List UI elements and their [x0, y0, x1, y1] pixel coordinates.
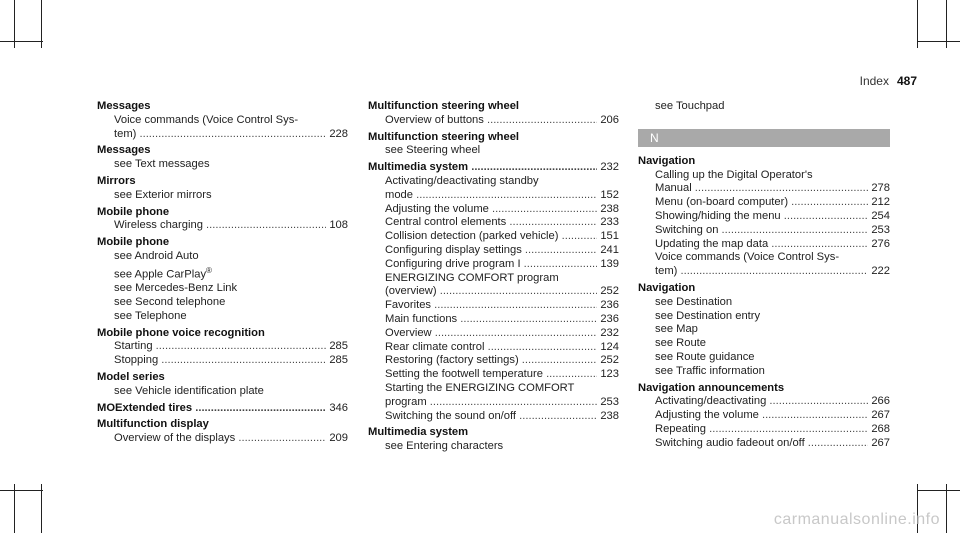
- page-ref[interactable]: 278: [871, 182, 890, 195]
- entry-label: tem) .....: [114, 128, 326, 142]
- index-entry: [638, 382, 890, 451]
- entry-subline: Voice commands (Voice Control Sys-: [114, 113, 299, 126]
- entry-subline[interactable]: [368, 396, 619, 410]
- page-ref[interactable]: 139: [600, 257, 619, 270]
- entry-subline[interactable]: [368, 230, 619, 244]
- page-ref[interactable]: 233: [600, 216, 619, 229]
- page-ref[interactable]: 124: [600, 340, 619, 353]
- entry-heading: Messages: [97, 100, 151, 112]
- entry-subline[interactable]: [368, 354, 619, 368]
- entry-crossref[interactable]: see Text messages: [114, 158, 210, 171]
- entry-label: Overview .....: [385, 327, 597, 341]
- entry-label: Collision detection (parked vehicle) .....: [385, 230, 597, 244]
- page-ref[interactable]: 285: [329, 354, 348, 367]
- entry-crossref[interactable]: see Steering wheel: [385, 144, 481, 157]
- index-entry: [368, 161, 619, 423]
- entry-heading: Mirrors: [97, 174, 136, 187]
- page-ref[interactable]: 252: [600, 354, 619, 367]
- crop-mark: [917, 490, 960, 491]
- entry-crossref[interactable]: see Route: [655, 337, 706, 350]
- page-ref[interactable]: 222: [871, 265, 890, 278]
- page-ref[interactable]: 152: [600, 188, 619, 201]
- entry-subline[interactable]: [368, 258, 619, 272]
- entry-heading: Multifunction steering wheel: [368, 130, 520, 143]
- index-entry: [97, 371, 348, 399]
- entry-subline[interactable]: [368, 114, 619, 128]
- entry-heading: Navigation: [638, 281, 696, 294]
- entry-crossref[interactable]: see Android Auto: [114, 249, 199, 262]
- entry-heading: Messages: [97, 144, 151, 157]
- index-entry: [368, 131, 619, 159]
- entry-subline[interactable]: [638, 265, 890, 279]
- entry-heading-row[interactable]: [97, 402, 348, 416]
- index-entry: [97, 418, 348, 446]
- entry-crossref[interactable]: see Traffic information: [655, 364, 765, 377]
- index-entry: [638, 282, 890, 379]
- entry-subline[interactable]: [97, 432, 348, 446]
- entry-label: Central control elements .....: [385, 216, 597, 230]
- entry-label: Configuring display settings .....: [385, 244, 597, 258]
- entry-label: tem) .....: [655, 265, 868, 279]
- entry-label: program .....: [385, 396, 597, 410]
- entry-label: see Apple CarPlay: [114, 268, 207, 281]
- entry-subline[interactable]: [368, 299, 619, 313]
- page-ref[interactable]: 241: [600, 243, 619, 256]
- page-ref[interactable]: 253: [600, 395, 619, 408]
- crop-mark: [917, 0, 918, 48]
- entry-label: Setting the footwell temperature .....: [385, 368, 597, 382]
- entry-subline[interactable]: [638, 182, 890, 196]
- entry-label: mode .....: [385, 189, 597, 203]
- entry-crossref[interactable]: see Mercedes-Benz Link: [114, 282, 238, 295]
- page-ref[interactable]: 266: [871, 395, 890, 408]
- page-ref[interactable]: 228: [329, 127, 348, 140]
- entry-label: Configuring drive program I .....: [385, 258, 597, 272]
- entry-heading: Mobile phone voice recognition: [97, 326, 265, 339]
- crop-mark: [946, 484, 947, 533]
- index-entry: [97, 236, 348, 324]
- entry-subline[interactable]: [638, 409, 890, 423]
- entry-subline: Activating/deactivating standby: [385, 174, 539, 187]
- index-entry: [368, 426, 619, 454]
- entry-heading: Mobile phone: [97, 236, 170, 249]
- crop-mark: [0, 41, 43, 42]
- index-letter-heading: N: [638, 129, 890, 147]
- page-ref[interactable]: 267: [871, 409, 890, 422]
- page-ref[interactable]: 238: [600, 202, 619, 215]
- entry-subline[interactable]: [97, 340, 348, 354]
- entry-subline[interactable]: [638, 224, 890, 238]
- page-ref[interactable]: 232: [600, 161, 619, 174]
- entry-crossref[interactable]: see Exterior mirrors: [114, 188, 212, 201]
- entry-subline[interactable]: [97, 128, 348, 142]
- entry-label: Showing/hiding the menu .....: [655, 210, 868, 224]
- entry-subline[interactable]: [638, 395, 890, 409]
- page-ref[interactable]: 123: [600, 368, 619, 381]
- crop-mark: [14, 484, 15, 533]
- entry-label: Favorites .....: [385, 299, 597, 313]
- entry-subline: Starting the ENERGIZING COMFORT: [385, 381, 575, 394]
- page-header: [860, 74, 917, 88]
- index-entry: [97, 206, 348, 234]
- entry-label: Switching the sound on/off .....: [385, 410, 597, 424]
- page-ref[interactable]: 268: [871, 422, 890, 435]
- page-ref[interactable]: 209: [329, 432, 348, 445]
- crop-mark: [41, 484, 42, 533]
- page-ref[interactable]: 236: [600, 312, 619, 325]
- page-ref[interactable]: 285: [329, 340, 348, 353]
- entry-crossref[interactable]: see Touchpad: [655, 100, 725, 112]
- entry-subline[interactable]: [368, 341, 619, 355]
- page-ref[interactable]: 253: [871, 223, 890, 236]
- entry-subline[interactable]: [638, 423, 890, 437]
- entry-crossref[interactable]: see Map: [655, 323, 698, 336]
- entry-label: Repeating .....: [655, 423, 868, 437]
- entry-label: Restoring (factory settings) .....: [385, 354, 597, 368]
- page-ref[interactable]: 212: [871, 196, 890, 209]
- index-entry: [97, 327, 348, 368]
- entry-label: Main functions .....: [385, 313, 597, 327]
- entry-heading: Navigation: [638, 154, 696, 167]
- watermark: carmanualsonline.info: [773, 511, 940, 528]
- entry-label: Wireless charging .....: [114, 219, 326, 233]
- crop-mark: [14, 0, 15, 48]
- page-ref[interactable]: 276: [871, 237, 890, 250]
- entry-crossref[interactable]: see Destination entry: [655, 309, 761, 322]
- entry-subline[interactable]: [368, 313, 619, 327]
- entry-heading: Multifunction steering wheel: [368, 100, 520, 112]
- index-entry: [97, 175, 348, 203]
- page-ref[interactable]: 236: [600, 299, 619, 312]
- page-ref[interactable]: 206: [600, 113, 619, 126]
- entry-subline[interactable]: [368, 189, 619, 203]
- index-entry: [97, 100, 348, 141]
- entry-label: Starting .....: [114, 340, 326, 354]
- entry-subline[interactable]: [97, 219, 348, 233]
- entry-crossref[interactable]: see Vehicle identification plate: [114, 384, 264, 397]
- index-entry: [638, 155, 890, 279]
- entry-label: Menu (on-board computer) .....: [655, 196, 868, 210]
- index-entry: [97, 144, 348, 172]
- registered-mark: ®: [206, 265, 212, 275]
- crop-mark: [917, 41, 960, 42]
- entry-subline[interactable]: [638, 196, 890, 210]
- entry-subline: Voice commands (Voice Control Sys-: [655, 251, 840, 264]
- entry-subline[interactable]: [368, 368, 619, 382]
- page-ref[interactable]: 108: [329, 219, 348, 232]
- entry-subline[interactable]: [368, 244, 619, 258]
- entry-label: Manual .....: [655, 182, 868, 196]
- entry-subline[interactable]: [368, 410, 619, 424]
- entry-subline[interactable]: [638, 238, 890, 252]
- entry-crossref[interactable]: see Route guidance: [655, 350, 755, 363]
- entry-subline: ENERGIZING COMFORT program: [385, 271, 559, 284]
- entry-crossref[interactable]: see Second telephone: [114, 296, 226, 309]
- entry-heading-row[interactable]: [368, 161, 619, 175]
- entry-heading: Multifunction display: [97, 418, 209, 431]
- entry-label: Activating/deactivating .....: [655, 395, 868, 409]
- entry-subline[interactable]: [368, 285, 619, 299]
- entry-heading: Mobile phone: [97, 205, 170, 218]
- page-ref[interactable]: 238: [600, 409, 619, 422]
- index-column-1: [97, 100, 348, 449]
- entry-label: Adjusting the volume .....: [655, 409, 868, 423]
- entry-label: Stopping .....: [114, 354, 326, 368]
- page-ref[interactable]: 346: [329, 401, 348, 414]
- index-column-3: [638, 100, 890, 454]
- entry-subline: Calling up the Digital Operator's: [655, 168, 813, 181]
- entry-subline[interactable]: [638, 437, 890, 451]
- index-entry: [368, 100, 619, 128]
- entry-label: Overview of the displays .....: [114, 432, 326, 446]
- crop-mark: [946, 0, 947, 48]
- entry-label: Rear climate control .....: [385, 341, 597, 355]
- entry-heading: Navigation announcements: [638, 381, 785, 394]
- entry-label: Adjusting the volume .....: [385, 203, 597, 217]
- entry-crossref[interactable]: see Entering characters: [385, 440, 504, 453]
- page-ref[interactable]: 267: [871, 436, 890, 449]
- entry-label: Switching on .....: [655, 224, 868, 238]
- entry-subline[interactable]: [97, 354, 348, 368]
- index-column-2: [368, 100, 619, 457]
- page-ref[interactable]: 151: [600, 230, 619, 243]
- page-ref[interactable]: 254: [871, 209, 890, 222]
- entry-label: (overview) .....: [385, 285, 597, 299]
- crop-mark: [41, 0, 42, 48]
- entry-crossref[interactable]: see Telephone: [114, 309, 187, 322]
- entry-label: Updating the map data .....: [655, 238, 868, 252]
- entry-heading: Multimedia system .....: [368, 161, 597, 175]
- entry-heading: MOExtended tires .....: [97, 402, 326, 416]
- entry-heading: Model series: [97, 371, 165, 384]
- index-entry: [97, 402, 348, 416]
- entry-subline[interactable]: [368, 203, 619, 217]
- entry-heading: Multimedia system: [368, 426, 469, 439]
- page-ref[interactable]: 232: [600, 326, 619, 339]
- entry-subline[interactable]: [638, 210, 890, 224]
- page-number: 487: [896, 74, 917, 88]
- entry-label: Overview of buttons .....: [385, 114, 597, 128]
- entry-crossref[interactable]: see Destination: [655, 295, 733, 308]
- page-ref[interactable]: 252: [600, 285, 619, 298]
- section-title: Index: [859, 74, 889, 88]
- entry-subline[interactable]: [368, 327, 619, 341]
- entry-crossref[interactable]: [97, 264, 348, 283]
- entry-label: Switching audio fadeout on/off .....: [655, 437, 868, 451]
- entry-subline[interactable]: [368, 216, 619, 230]
- crop-mark: [0, 490, 43, 491]
